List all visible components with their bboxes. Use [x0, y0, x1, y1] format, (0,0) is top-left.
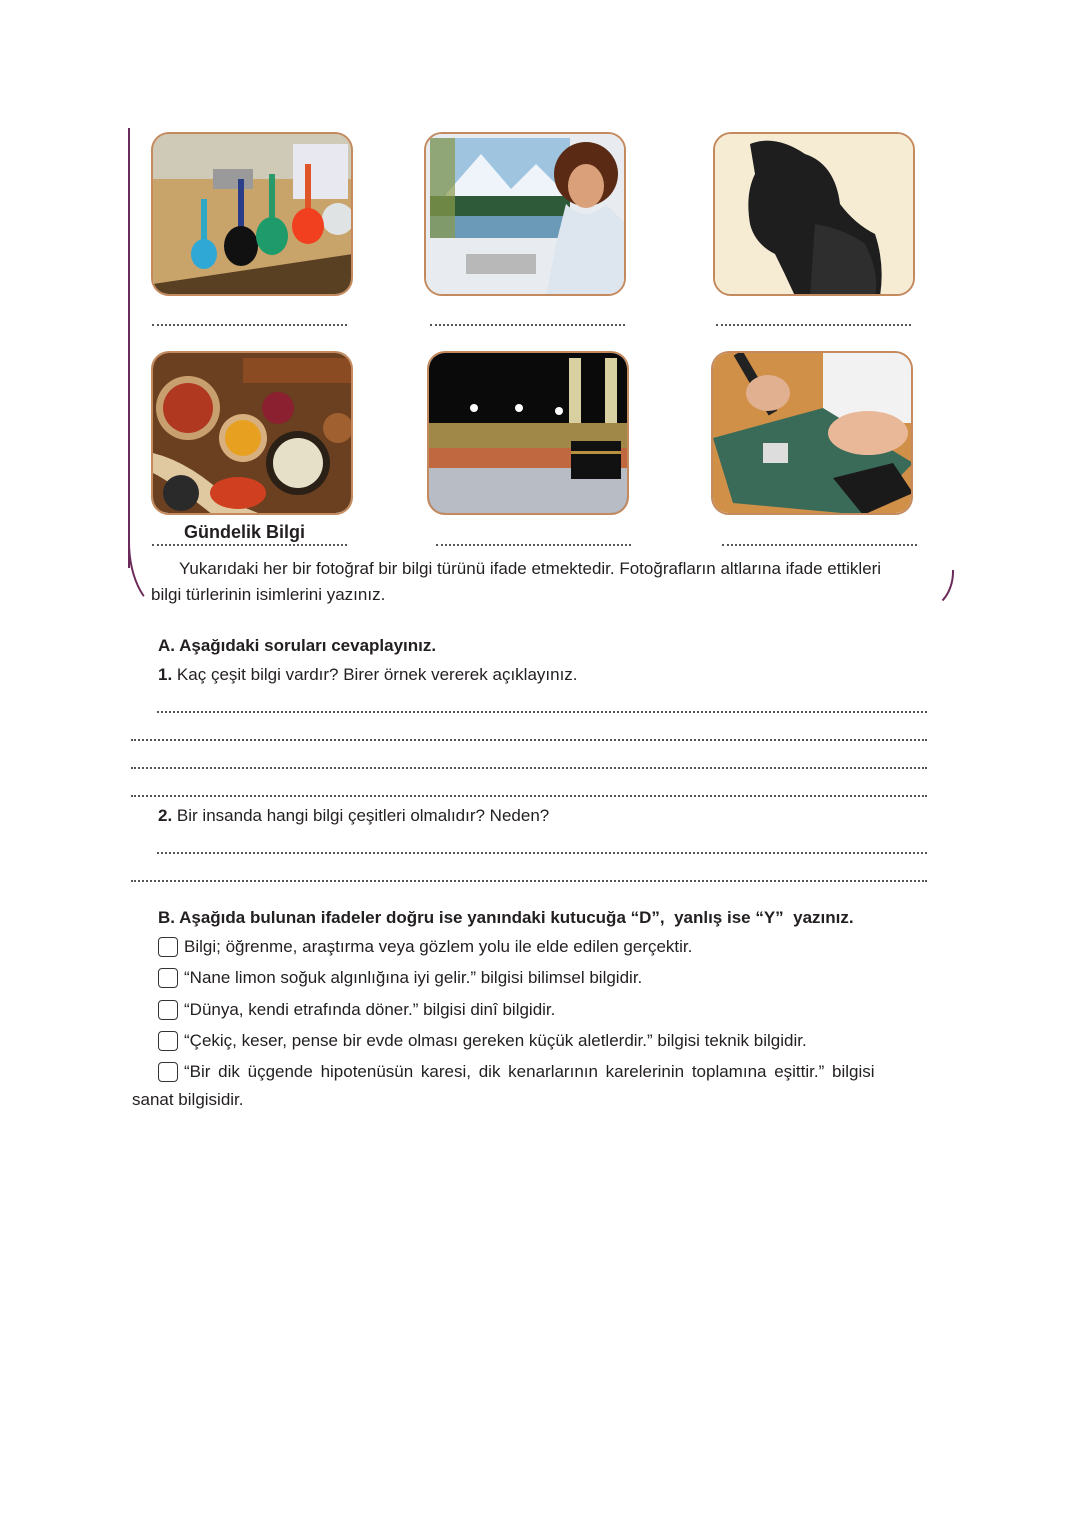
answer-line-4[interactable]: [152, 542, 347, 546]
photo-laboratory: [151, 132, 353, 296]
instruction-line-2: bilgi türlerinin isimlerini yazınız.: [151, 585, 386, 604]
instruction-text: [151, 556, 951, 608]
question-1: [158, 665, 578, 685]
photo-circuit: [711, 351, 913, 515]
tf-item-4-text: “Çekiç, keser, pense bir evde olması gereken küçük aletlerdir.” bilgisi teknik bilgidir.: [184, 1031, 807, 1050]
tf-checkbox-4[interactable]: [158, 1031, 178, 1051]
section-a-title: A. Aşağıdaki soruları cevaplayınız.: [158, 636, 437, 655]
tf-item-5-text: “Bir dik üçgende hipotenüsün karesi, dik kenarlarının karelerinin toplamına eşittir.” bilgisi: [184, 1062, 875, 1081]
circuit-image: [713, 353, 913, 515]
photo-painter: [424, 132, 626, 296]
tf-checkbox-2[interactable]: [158, 968, 178, 988]
q2-answer-line-2[interactable]: [131, 878, 927, 882]
answer-line-3[interactable]: [716, 322, 911, 326]
laboratory-image: [153, 134, 353, 296]
q1-answer-line-4[interactable]: [131, 793, 927, 797]
tf-item-5-continuation: sanat bilgisidir.: [132, 1090, 244, 1109]
tf-item-3-text: “Dünya, kendi etrafında döner.” bilgisi dinî bilgidir.: [184, 1000, 556, 1019]
photo-sculpture: [713, 132, 915, 296]
tf-item-2: [158, 968, 642, 988]
question-1-text: Kaç çeşit bilgi vardır? Birer örnek vererek açıklayınız.: [176, 665, 578, 684]
tf-item-3: [158, 1000, 555, 1020]
tf-item-4: [158, 1031, 807, 1051]
q1-answer-line-3[interactable]: [131, 765, 927, 769]
answer-example-gundelik: Gündelik Bilgi: [184, 522, 306, 542]
answer-line-1[interactable]: [152, 322, 347, 326]
q2-answer-line-1[interactable]: [157, 850, 927, 854]
answer-line-6[interactable]: [722, 542, 917, 546]
answer-line-5[interactable]: [436, 542, 631, 546]
sculpture-image: [715, 134, 915, 296]
answer-line-2[interactable]: [430, 322, 625, 326]
painter-image: [426, 134, 626, 296]
kaaba-image: [429, 353, 629, 515]
question-2: [158, 806, 549, 826]
tf-item-1: [158, 937, 692, 957]
q1-answer-line-1[interactable]: [157, 709, 927, 713]
tf-item-2-text: “Nane limon soğuk algınlığına iyi gelir.” bilgisi bilimsel bilgidir.: [184, 968, 643, 987]
section-b-title: B. Aşağıda bulunan ifadeler doğru ise yanındaki kutucuğa “D”, yanlış ise “Y” yazınız.: [158, 908, 854, 927]
spices-image: [153, 353, 353, 515]
tf-item-5: [158, 1062, 928, 1082]
question-1-number: 1.: [158, 665, 173, 684]
question-2-number: 2.: [158, 806, 173, 825]
tf-item-1-text: Bilgi; öğrenme, araştırma veya gözlem yolu ile elde edilen gerçektir.: [184, 937, 693, 956]
q1-answer-line-2[interactable]: [131, 737, 927, 741]
tf-checkbox-1[interactable]: [158, 937, 178, 957]
photo-kaaba: [427, 351, 629, 515]
tf-checkbox-5[interactable]: [158, 1062, 178, 1082]
tf-checkbox-3[interactable]: [158, 1000, 178, 1020]
question-2-text: Bir insanda hangi bilgi çeşitleri olmalıdır? Neden?: [176, 806, 550, 825]
photo-spices: [151, 351, 353, 515]
frame-border-left: [128, 128, 130, 568]
instruction-line-1: Yukarıdaki her bir fotoğraf bir bilgi türünü ifade etmektedir. Fotoğrafların altlarına ifade ettikleri: [179, 559, 882, 578]
